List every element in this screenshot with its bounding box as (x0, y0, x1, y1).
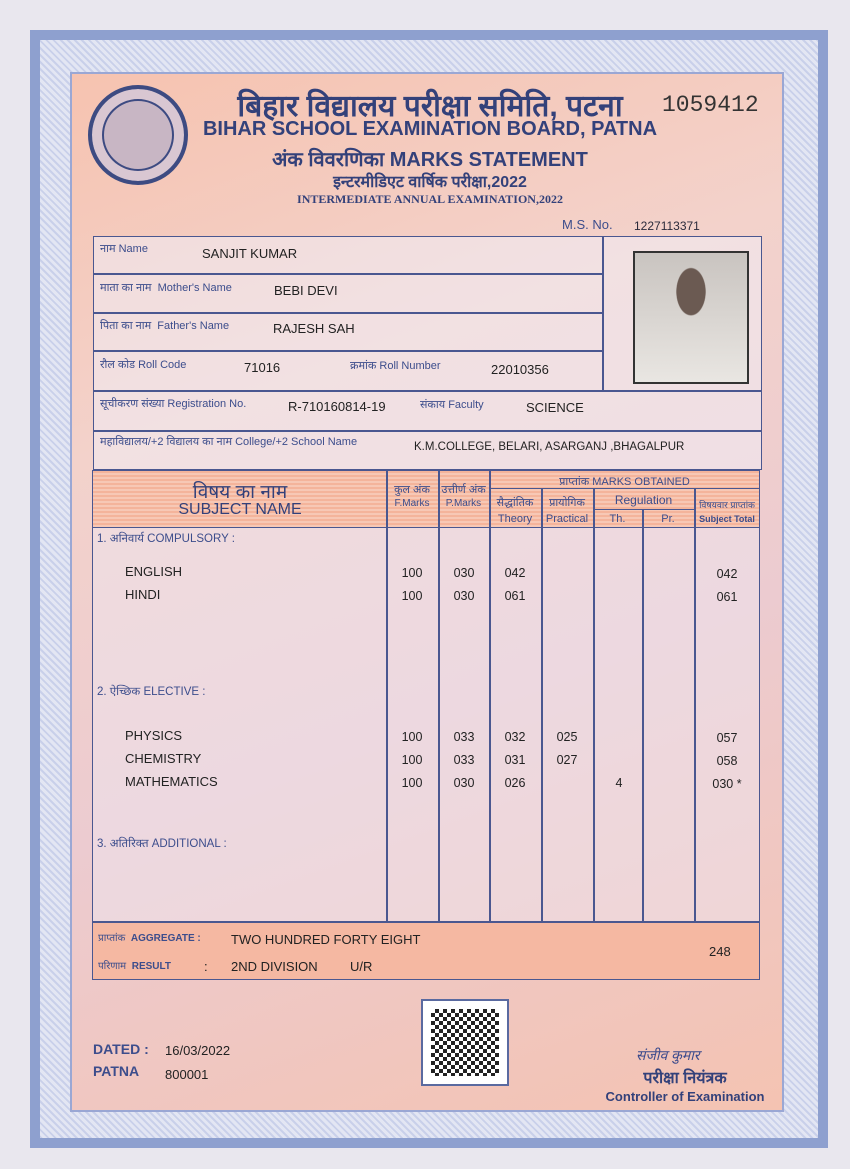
college-label-hi: महाविद्यालय/+2 विद्यालय का नाम (100, 436, 233, 448)
marks-cell: 058 (716, 754, 738, 768)
fmarks-header: F.Marks (394, 498, 430, 509)
title-english: BIHAR SCHOOL EXAMINATION BOARD, PATNA (202, 118, 658, 140)
roll-code: 71016 (244, 360, 281, 375)
divider (93, 273, 603, 275)
divider (93, 312, 603, 314)
roll-number-label (350, 358, 441, 373)
result-label-en: RESULT (131, 961, 171, 972)
statement-hindi: अंक विवरणिका (272, 149, 385, 171)
marks-cell: 027 (556, 753, 578, 767)
name-label-en: Name (118, 243, 148, 255)
column-divider (642, 509, 644, 922)
subject-total-header: Subject Total (699, 514, 755, 524)
pin-code: 800001 (165, 1067, 209, 1082)
controller-signature: संजीव कुमार (636, 1047, 700, 1063)
exam-english: INTERMEDIATE ANNUAL EXAMINATION,2022 (297, 192, 563, 206)
divider (93, 390, 762, 392)
result-note: U/R (350, 959, 373, 974)
marks-cell: 061 (504, 589, 526, 603)
column-divider (694, 488, 696, 922)
marks-cell: 061 (716, 590, 738, 604)
roll-code-label-en: Roll Code (138, 359, 187, 371)
college-name: K.M.COLLEGE, BELARI, ASARGANJ ,BHAGALPUR (414, 441, 685, 453)
marks-cell: 030 (453, 776, 475, 790)
mother-label-hi: माता का नाम (100, 282, 152, 294)
faculty-label-hi: संकाय (420, 399, 446, 411)
column-divider (541, 488, 543, 922)
ms-number: 1227113371 (634, 219, 700, 233)
divider (602, 236, 604, 390)
father-label-hi: पिता का नाम (100, 320, 152, 332)
marks-cell: 032 (504, 730, 526, 744)
subject-header-hi: विषय का नाम (192, 482, 288, 503)
controller-title-en: Controller of Examination (605, 1089, 765, 1104)
marks-cell: 042 (504, 566, 526, 580)
marks-cell: 033 (453, 753, 475, 767)
dated-label: DATED : (93, 1041, 149, 1057)
statement-title (200, 145, 660, 172)
column-divider (386, 470, 388, 922)
regulation-th-header: Th. (609, 513, 626, 525)
marks-cell: 100 (401, 730, 423, 744)
column-divider (489, 470, 491, 922)
registration-label-en: Registration No. (167, 398, 247, 410)
serial-number: 1059412 (662, 92, 759, 118)
section-title: 1. अनिवार्य COMPULSORY : (97, 533, 235, 545)
regulation-header: Regulation (614, 493, 673, 507)
pmarks-header: P.Marks (445, 498, 482, 509)
subject-name: ENGLISH (125, 564, 183, 579)
subject-header-en: SUBJECT NAME (178, 501, 302, 518)
aggregate-words: TWO HUNDRED FORTY EIGHT (231, 932, 421, 947)
subject-name: PHYSICS (125, 728, 183, 743)
statement-english: MARKS STATEMENT (389, 149, 588, 171)
aggregate-label-hi: प्राप्तांक (98, 933, 126, 944)
college-label (100, 434, 357, 449)
subject-name: CHEMISTRY (125, 751, 202, 766)
date: 16/03/2022 (165, 1043, 231, 1058)
pmarks-header-hi: उत्तीर्ण अंक (441, 484, 486, 496)
exam-hindi: इन्टरमीडिएट वार्षिक परीक्षा,2022 (333, 174, 527, 191)
place: PATNA (93, 1063, 140, 1079)
college-label-en: College/+2 School Name (235, 436, 358, 448)
regulation-pr-header: Pr. (661, 513, 675, 525)
marks-cell: 030 (453, 566, 475, 580)
father-label-en: Father's Name (157, 320, 230, 332)
registration-label (100, 396, 246, 411)
marks-cell: 033 (453, 730, 475, 744)
name-label (100, 241, 148, 256)
marks-cell: 057 (716, 731, 738, 745)
roll-number-label-hi: क्रमांक (350, 360, 377, 372)
marks-cell: 025 (556, 730, 578, 744)
theory-header: Theory (497, 513, 533, 525)
qr-code (421, 999, 509, 1086)
subject-name: HINDI (125, 587, 161, 602)
roll-number: 22010356 (491, 362, 549, 377)
ms-label: M.S. No. (562, 217, 613, 232)
title-hindi: बिहार विद्यालय परीक्षा समिति, पटना (237, 90, 623, 123)
aggregate-label-en: AGGREGATE : (130, 933, 201, 944)
marks-cell: 030 (453, 589, 475, 603)
registration-label-hi: सूचीकरण संख्या (100, 398, 165, 410)
section-title: 3. अतिरिक्त ADDITIONAL : (97, 838, 227, 850)
divider (93, 430, 762, 432)
faculty-label (420, 397, 484, 412)
mother-label (100, 280, 232, 295)
divider (93, 350, 603, 352)
column-divider (593, 488, 595, 922)
marks-cell: 100 (401, 753, 423, 767)
marks-cell: 100 (401, 776, 423, 790)
fmarks-header-hi: कुल अंक (394, 484, 430, 496)
roll-code-label (100, 357, 186, 372)
board-seal (88, 85, 188, 185)
marks-cell: 031 (504, 753, 526, 767)
marks-cell: 030 * (712, 777, 742, 791)
subject-name: MATHEMATICS (125, 774, 218, 789)
theory-header-hi: सैद्धांतिक (496, 497, 534, 509)
subject-total-header-hi: विषयवार प्राप्तांक (699, 500, 755, 510)
result-label-hi: परिणाम (98, 961, 127, 972)
aggregate-label (98, 930, 201, 944)
student-name: SANJIT KUMAR (202, 246, 298, 261)
marks-cell: 100 (401, 566, 423, 580)
practical-header-hi: प्रायोगिक (549, 497, 585, 509)
controller-title-hi: परीक्षा नियंत्रक (643, 1070, 727, 1087)
result: 2ND DIVISION (231, 959, 318, 974)
practical-header: Practical (545, 513, 589, 525)
column-divider (438, 470, 440, 922)
mother-name: BEBI DEVI (274, 283, 338, 298)
section-title: 2. ऐच्छिक ELECTIVE : (97, 686, 206, 698)
mother-label-en: Mother's Name (157, 282, 232, 294)
faculty-label-en: Faculty (448, 399, 484, 411)
marks-cell: 4 (615, 776, 623, 790)
divider (593, 509, 694, 510)
result-colon: : (204, 959, 208, 974)
registration-number: R-710160814-19 (288, 399, 386, 414)
roll-number-label-en: Roll Number (379, 360, 441, 372)
faculty: SCIENCE (526, 400, 584, 415)
marks-cell: 100 (401, 589, 423, 603)
aggregate-total: 248 (709, 944, 731, 959)
father-label (100, 318, 229, 333)
father-name: RAJESH SAH (273, 321, 355, 336)
marks-cell: 026 (504, 776, 526, 790)
student-photo (633, 251, 749, 384)
marks-cell: 042 (716, 567, 738, 581)
name-label-hi: नाम (100, 243, 116, 255)
result-label (98, 958, 171, 972)
roll-code-label-hi: रौल कोड (100, 359, 136, 371)
marks-obtained-header: प्राप्तांक MARKS OBTAINED (559, 476, 690, 488)
